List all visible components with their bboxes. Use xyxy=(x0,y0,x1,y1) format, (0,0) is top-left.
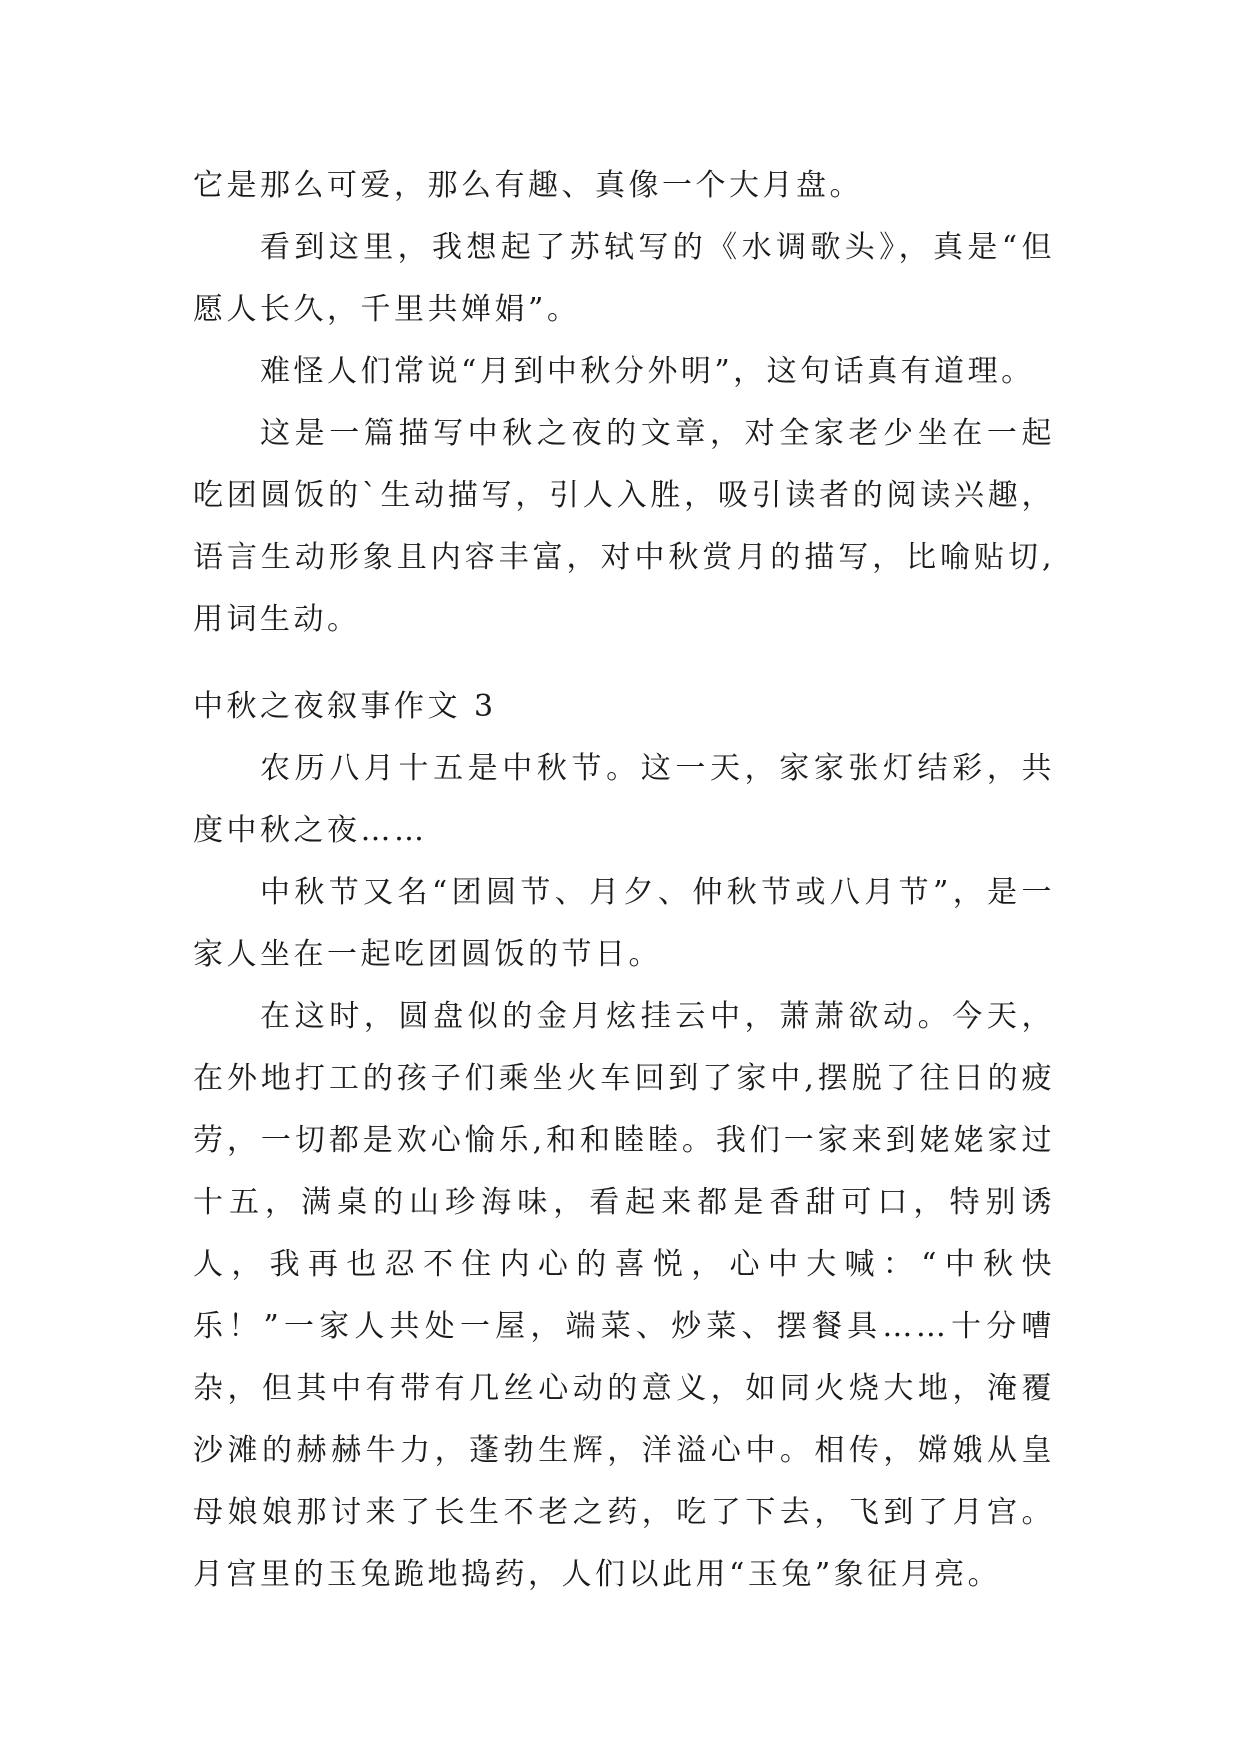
paragraph: 在这时，圆盘似的金月炫挂云中，萧萧欲动。今天，在外地打工的孩子们乘坐火车回到了家中,摆脱了往日的疲劳，一切都是欢心愉乐,和和睦睦。我们一家来到姥姥家过十五，满桌的山珍海味，看起来都是香甜可口，特别诱人，我再也忍不住内心的喜悦，心中大喊：“中秋快乐！”一家人共处一屋，端菜、炒菜、摆餐具……十分嘈杂，但其中有带有几丝心动的意义，如同火烧大地，淹覆沙滩的赫赫牛力，蓬勃生辉，洋溢心中。相传，嫦娥从皇母娘娘那讨来了长生不老之药，吃了下去，飞到了月宫。月宫里的玉兔跪地捣药，人们以此用“玉兔”象征月亮。 xyxy=(193,999,1055,1592)
paragraph: 难怪人们常说“月到中秋分外明”，这句话真有道理。 xyxy=(260,354,1035,389)
paragraph: 看到这里，我想起了苏轼写的《水调歌头》，真是“但愿人长久，千里共婵娟”。 xyxy=(193,230,1055,327)
section-heading: 中秋之夜叙事作文 3 xyxy=(193,689,497,724)
paragraph: 中秋节又名“团圆节、月夕、仲秋节或八月节”，是一家人坐在一起吃团圆饭的节日。 xyxy=(193,875,1055,972)
essay-section-3 xyxy=(193,676,1055,1606)
essay-section-continued xyxy=(193,155,1055,651)
paragraph: 农历八月十五是中秋节。这一天，家家张灯结彩，共度中秋之夜…… xyxy=(193,751,1055,848)
paragraph: 这是一篇描写中秋之夜的文章，对全家老少坐在一起吃团圆饭的`生动描写，引人入胜，吸引读者的阅读兴趣，语言生动形象且内容丰富，对中秋赏月的描写，比喻贴切,用词生动。 xyxy=(193,416,1055,637)
paragraph: 它是那么可爱，那么有趣、真像一个大月盘。 xyxy=(193,168,863,203)
